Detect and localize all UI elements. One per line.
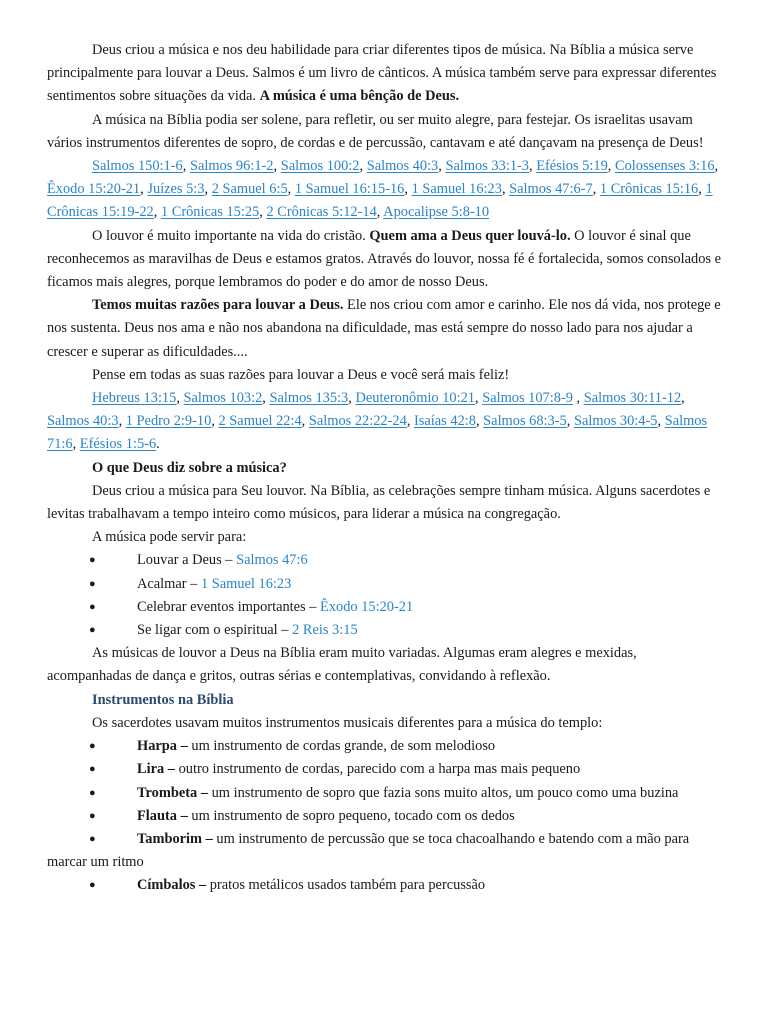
reference-link[interactable]: 2 Crônicas 5:12-14 [266, 204, 377, 221]
instrument-desc: um instrumento de sopro que fazia sons muito altos, um pouco como uma buzina [211, 784, 679, 801]
references-list-1: Salmos 150:1-6, Salmos 96:1-2, Salmos 100:2, Salmos 40:3, Salmos 33:1-3, Efésios 5:19, Colossenses 3:16, Êxodo 15:20-21, Juízes 5:3, 2 Samuel 6:5, 1 Samuel 16:15-16, 1 Samuel 16:23, Salmos 47:6-7, 1 Crônicas 15:16, 1 Crônicas 15:19-22, 1 Crônicas 15:25, 2 Crônicas 5:12-14, Apocalipse 5:8-10 [47, 158, 719, 221]
list-item [47, 874, 724, 897]
praise-text-a: O louvor é muito importante na vida do cristão. [92, 227, 370, 244]
bullet-icon: ● [89, 577, 96, 590]
instruments-heading [47, 689, 724, 712]
reference-link[interactable]: Efésios 5:19 [536, 158, 608, 175]
instruments-intro: Os sacerdotes usavam muitos instrumentos musicais diferentes para a música do templo: [92, 714, 603, 731]
music-uses-list [47, 549, 724, 642]
praise-paragraph-2 [47, 294, 724, 364]
list-item [47, 805, 724, 828]
reference-link[interactable]: Salmos 107:8-9 [482, 390, 573, 407]
bullet-icon: ● [89, 600, 96, 613]
instruments-list [47, 735, 724, 897]
bullet-icon: ● [89, 832, 96, 845]
reference-link[interactable]: 1 Samuel 16:23 [411, 181, 502, 198]
music-paragraph-2: A música pode servir para: [92, 529, 247, 546]
reference-link[interactable]: 1 Pedro 2:9-10 [125, 413, 212, 430]
bullet-icon: ● [89, 809, 96, 822]
reference-link[interactable]: Êxodo 15:20-21 [47, 181, 141, 198]
reference-link[interactable]: Salmos 100:2 [280, 158, 360, 175]
instruments-heading-text: Instrumentos na Bíblia [92, 691, 234, 708]
reference-link[interactable]: Hebreus 13:15 [92, 390, 177, 407]
music-heading-text: O que Deus diz sobre a música? [92, 459, 287, 476]
bullet-icon: ● [89, 624, 96, 637]
list-item-label: Acalmar – [137, 575, 201, 592]
reference-link[interactable]: Salmos 150:1-6 [92, 158, 183, 175]
reference-link[interactable]: Salmos 30:4-5 [573, 413, 658, 430]
list-item [47, 782, 724, 805]
instrument-name: Harpa – [137, 738, 192, 755]
reference-link[interactable]: Salmos 33:1-3 [445, 158, 530, 175]
list-item-label: Se ligar com o espiritual – [137, 622, 293, 639]
praise-bold-2: Temos muitas razões para louvar a Deus. [92, 297, 344, 314]
reference-link[interactable]: Salmos 40:3 [47, 413, 119, 430]
praise-text-b: O louvor é sinal que reconhecemos as maravilhas de Deus e estamos gratos. Através do louvor, nossa fé é fortalecida, somos consolados e ficamos mais alegres, porque lembramos do poder e do amor de nosso Deus. [47, 227, 721, 291]
bullet-icon: ● [89, 554, 96, 567]
praise-paragraph-1 [47, 225, 724, 295]
reference-link[interactable]: Salmos 68:3-5 [483, 413, 567, 430]
reference-link[interactable]: 2 Samuel 6:5 [211, 181, 288, 198]
bullet-icon: ● [89, 786, 96, 799]
reference-link[interactable]: 1 Crônicas 15:25 [160, 204, 260, 221]
list-item [47, 573, 724, 596]
reference-link[interactable]: Salmos 47:6-7 [509, 181, 593, 198]
list-item-label: Celebrar eventos importantes – [137, 598, 321, 615]
reference-link[interactable]: Salmos 135:3 [269, 390, 349, 407]
intro-bold-1: A música é uma bênção de Deus. [259, 88, 460, 105]
instrument-name: Trombeta – [137, 784, 212, 801]
reference-link[interactable]: 2 Samuel 22:4 [218, 413, 302, 430]
instrument-desc: um instrumento de cordas grande, de som melodioso [191, 738, 496, 755]
reference-text[interactable]: Salmos 47:6 [236, 552, 308, 569]
reference-link[interactable]: Salmos 96:1-2 [189, 158, 274, 175]
list-item [47, 735, 724, 758]
reference-link[interactable]: Apocalipse 5:8-10 [383, 204, 490, 221]
bullet-icon: ● [89, 763, 96, 776]
list-item [47, 619, 724, 642]
music-paragraph-1: Deus criou a música para Seu louvor. Na Bíblia, as celebrações sempre tinham música. Alguns sacerdotes e levitas trabalhavam a tempo inteiro como músicos, para liderar a música na congregação. [47, 482, 711, 523]
bullet-icon: ● [89, 879, 96, 892]
instrument-desc: um instrumento de percussão que se toca chacoalhando e batendo com a mão para marcar um ritmo [47, 830, 690, 871]
instrument-desc: outro instrumento de cordas, parecido com a harpa mas mais pequeno [178, 761, 581, 778]
reference-link[interactable]: Salmos 22:22-24 [308, 413, 407, 430]
reference-link[interactable]: Salmos 71:6 [47, 413, 708, 453]
reference-link[interactable]: Colossenses 3:16 [614, 158, 715, 175]
reference-link[interactable]: Salmos 30:11-12 [583, 390, 682, 407]
list-item-label: Louvar a Deus – [137, 552, 237, 569]
list-item [47, 596, 724, 619]
music-paragraph-3: As músicas de louvor a Deus na Bíblia eram muito variadas. Algumas eram alegres e mexidas, acompanhadas de dança e gritos, outras sérias e contemplativas, convidando à reflexão. [47, 645, 637, 685]
music-heading [47, 457, 724, 480]
list-item [47, 758, 724, 781]
reference-link[interactable]: 1 Samuel 16:15-16 [294, 181, 405, 198]
bullet-icon: ● [89, 740, 96, 753]
instrument-desc: pratos metálicos usados também para percussão [209, 877, 486, 894]
references-list-2: Hebreus 13:15, Salmos 103:2, Salmos 135:3, Deuteronômio 10:21, Salmos 107:8-9 , Salmos 30:11-12, Salmos 40:3, 1 Pedro 2:9-10, 2 Samuel 22:4, Salmos 22:22-24, Isaías 42:8, Salmos 68:3-5, Salmos 30:4-5, Salmos 71:6, Efésios 1:5-6. [47, 390, 708, 453]
instrument-name: Tamborim – [137, 830, 217, 847]
praise-paragraph-3: Pense em todas as suas razões para louvar a Deus e você será mais feliz! [92, 366, 510, 383]
reference-text[interactable]: 1 Samuel 16:23 [200, 575, 292, 592]
reference-link[interactable]: Isaías 42:8 [414, 413, 476, 430]
reference-link[interactable]: Juízes 5:3 [147, 181, 205, 198]
praise-bold-1: Quem ama a Deus quer louvá-lo. [369, 227, 571, 244]
instrument-name: Flauta – [137, 807, 192, 824]
instrument-name: Címbalos – [137, 877, 210, 894]
praise-text-2: Ele nos criou com amor e carinho. Ele nos dá vida, nos protege e nos sustenta. Deus nos ama e não nos abandona na dificuldade, mas está sempre do nosso lado para nos ajudar a crescer e superar as dificuldades.... [47, 297, 721, 360]
intro-paragraph-2: A música na Bíblia podia ser solene, para refletir, ou ser muito alegre, para festejar. Os israelitas usavam vários instrumentos diferentes de sopro, de cordas e de percussão, cantavam e até dançavam na presença de Deus! [47, 111, 704, 151]
instrument-desc: um instrumento de sopro pequeno, tocado com os dedos [191, 807, 515, 824]
reference-link[interactable]: Salmos 40:3 [366, 158, 439, 175]
reference-link[interactable]: Salmos 103:2 [183, 390, 263, 407]
instrument-name: Lira – [137, 761, 179, 778]
reference-link[interactable]: 1 Crônicas 15:16 [599, 181, 699, 198]
list-item [47, 828, 724, 874]
reference-text[interactable]: 2 Reis 3:15 [292, 622, 358, 639]
reference-link[interactable]: Deuteronômio 10:21 [355, 390, 475, 407]
intro-text-1: Deus criou a música e nos deu habilidade para criar diferentes tipos de música. Na Bíblia a música serve principalmente para louvar a Deus. Salmos é um livro de cânticos. A música também serve para expressar diferentes sentimentos sobre situações da vida. [47, 42, 717, 105]
reference-link[interactable]: Efésios 1:5-6 [79, 436, 157, 453]
reference-text[interactable]: Êxodo 15:20-21 [320, 598, 414, 615]
list-item [47, 549, 724, 572]
intro-paragraph-1 [47, 39, 724, 109]
reference-link[interactable]: 1 Crônicas 15:19-22 [47, 181, 713, 221]
